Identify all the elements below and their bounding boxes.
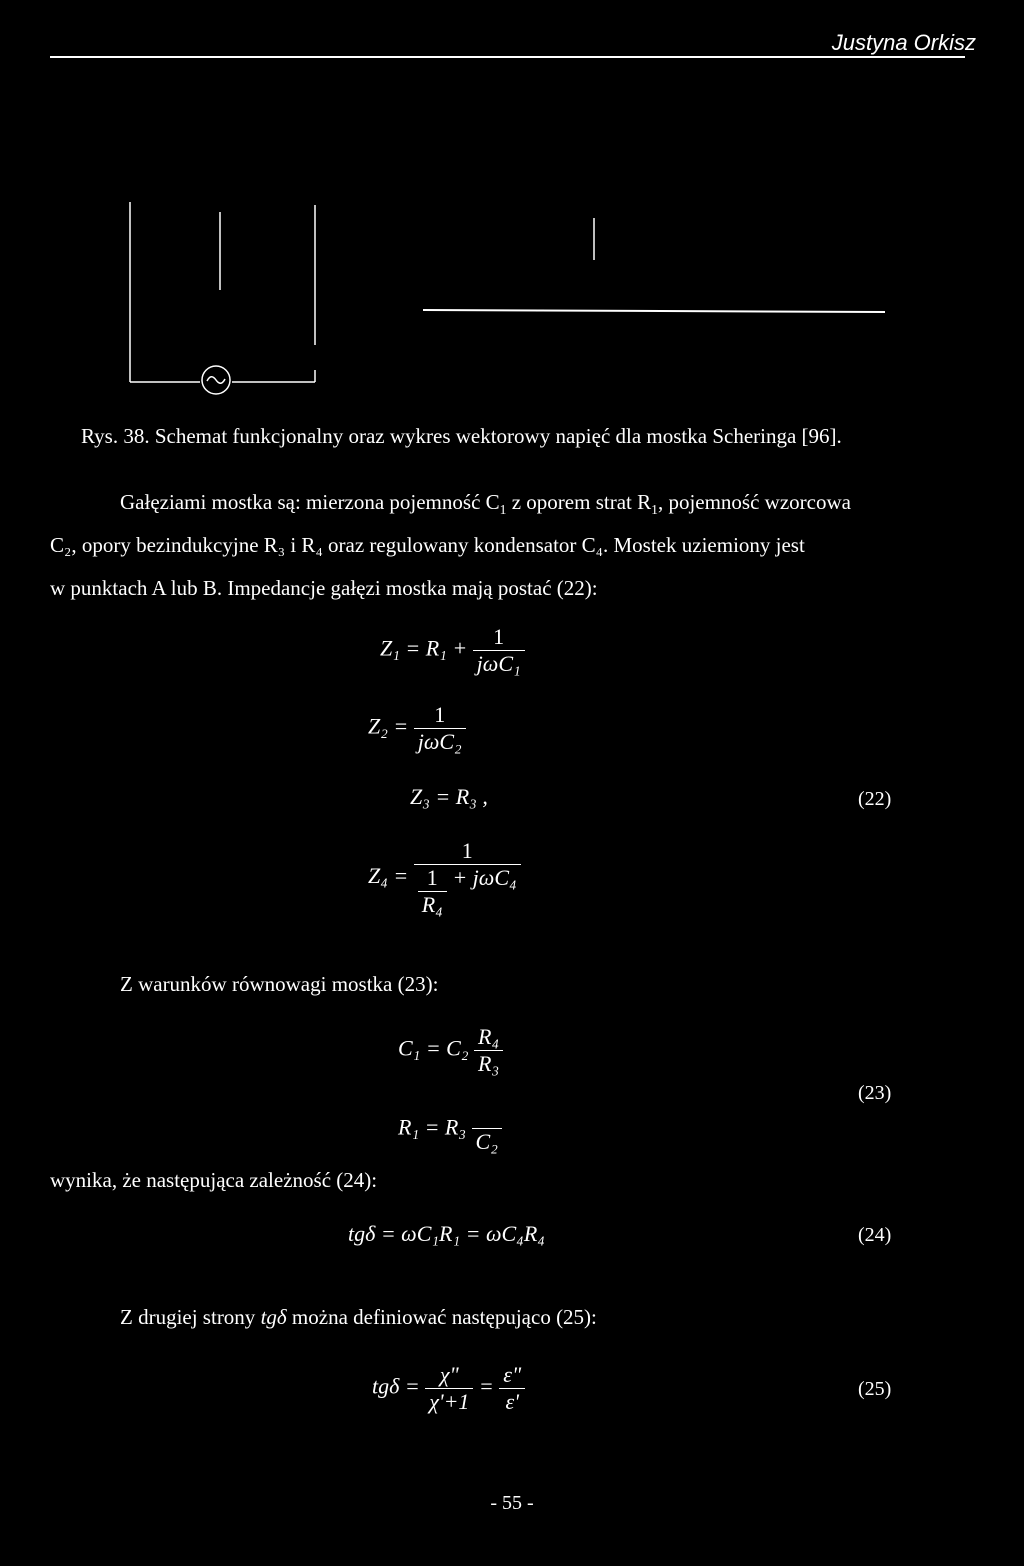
- paragraph-line-3: w punktach A lub B. Impedancje gałęzi mostka mają postać (22):: [50, 576, 598, 600]
- equation-number-25: (25): [858, 1378, 892, 1400]
- equation-24: tgδ = ωC₁R₁ = ωC₄R₄: [348, 1221, 545, 1246]
- equation-z2: Z₂ = $\frac{1}{\text{jωC₂}}$: [368, 702, 466, 755]
- equation-z1: Z₁ = R₁ + $\frac{1}{\text{jωC₁}}$: [380, 624, 525, 677]
- paragraph-dependency: wynika, że następująca zależność (24):: [50, 1168, 378, 1192]
- page-header-author: Justyna Orkisz: [831, 30, 976, 55]
- paragraph-line-2: C₂, opory bezindukcyjne R₃ i R₄ oraz regulowany kondensator C₄. Mostek uziemiony jest: [50, 533, 805, 557]
- figure-caption: Rys. 38. Schemat funkcjonalny oraz wykres wektorowy napięć dla mostka Scheringa [96].: [81, 424, 842, 448]
- equation-z3: Z₃ = R₃ ,: [410, 784, 488, 809]
- bridge-circuit-schematic: [130, 202, 315, 394]
- paragraph-line-1: Gałęziami mostka są: mierzona pojemność $C_1$ z oporem strat $R_1$, pojemność wzorcowa: [120, 490, 851, 517]
- equation-number-23: (23): [858, 1082, 892, 1104]
- header-rule: [50, 56, 965, 58]
- paragraph-tgdelta: Z drugiej strony tgδ można definiować następująco (25):: [120, 1305, 597, 1329]
- paragraph-equilibrium: Z warunków równowagi mostka (23):: [120, 972, 439, 996]
- vector-diagram: [423, 218, 885, 312]
- equation-r1: R₁ = R₃ C₂: [398, 1104, 502, 1155]
- equation-c1: C₁ = C₂ $\frac{\text{R₄}}{\text{R₃}}$: [398, 1024, 503, 1077]
- equation-25: tgδ = $\frac{\chi"}{\chi'+1}$ = $\frac{\varepsilon"}{\varepsilon'}$: [372, 1362, 525, 1415]
- equation-z4: Z₄ = 1 $\frac{1}{\text{R₄}}$ + jωC₄: [368, 838, 521, 918]
- page-number: - 55 -: [490, 1492, 534, 1514]
- figure-diagram: [0, 190, 1024, 410]
- equation-number-22: (22): [858, 788, 892, 810]
- equation-number-24: (24): [858, 1224, 892, 1246]
